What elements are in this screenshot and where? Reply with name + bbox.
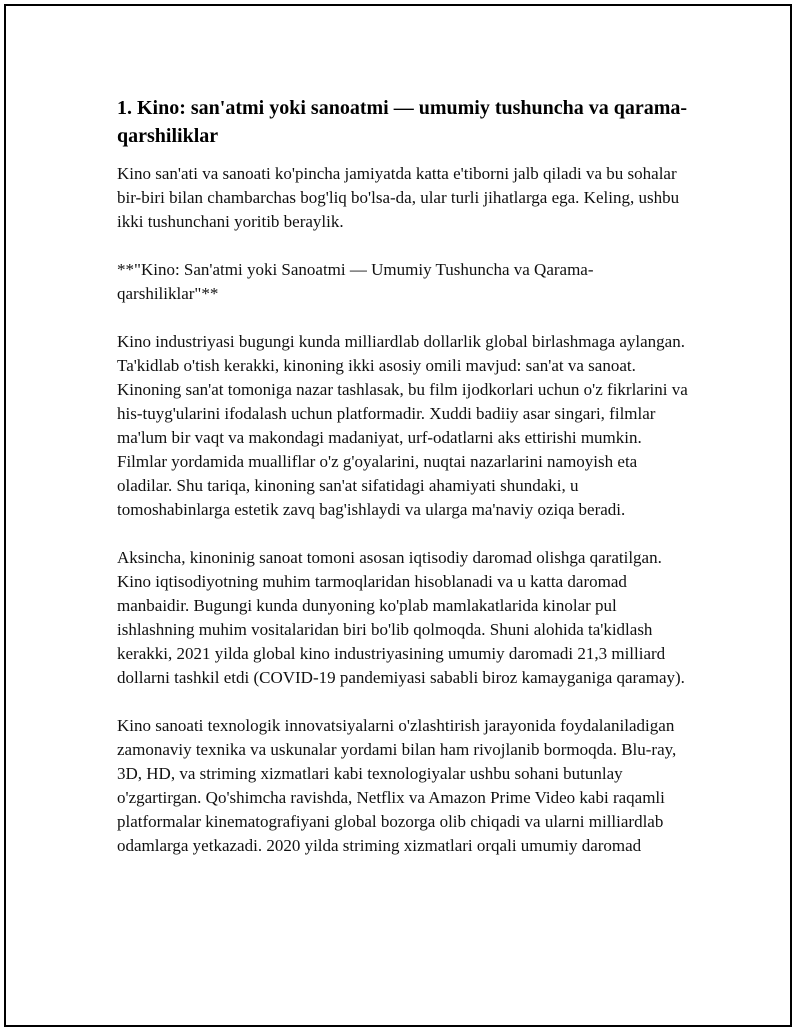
section-heading: 1. Kino: san'atmi yoki sanoatmi — umumiy tushuncha va qarama-qarshiliklar bbox=[117, 97, 688, 147]
paragraph-intro: Kino san'ati va sanoati ko'pincha jamiyatda katta e'tiborni jalb qiladi va bu sohalar bir-biri bilan chambarchas bog'liq bo'lsa-da, ular turli jihatlarga ega. Keling, ushbu ikki tushunchani yoritib beraylik. bbox=[117, 164, 680, 231]
paragraph-art-aspect: Kino industriyasi bugungi kunda milliardlab dollarlik global birlashmaga aylangan. Ta'kidlab o'tish kerakki, kinoning ikki asosiy omili mavjud: san'at va sanoat. Kinoning san'at tomoniga nazar tashlasak, bu film ijodkorlari uchun o'z fikrlarini va his-tuyg'ularini ifodalash uchun platformadir. Xuddi badiiy asar singari, filmlar ma'lum bir vaqt va makondagi madaniyat, urf-odatlarni aks ettirishi mumkin. Filmlar yordamida mualliflar o'z g'oyalarini, nuqtai nazarlarini namoyish eta oladilar. Shu tariqa, kinoning san'at sifatidagi ahamiyati shundaki, u tomoshabinlarga estetik zavq bag'ishlaydi va ularga ma'naviy oziqa beradi. bbox=[117, 332, 688, 519]
document-body bbox=[117, 94, 689, 882]
paragraph-quoted-title: **"Kino: San'atmi yoki Sanoatmi — Umumiy Tushuncha va Qarama-qarshiliklar"** bbox=[117, 260, 594, 303]
paragraph-industry-aspect: Aksincha, kinoninig sanoat tomoni asosan iqtisodiy daromad olishga qaratilgan. Kino iqtisodiyotning muhim tarmoqlaridan hisoblanadi va u katta daromad manbaidir. Bugungi kunda dunyoning ko'plab mamlakatlarida kinolar pul ishlashning muhim vositalaridan biri bo'lib qolmoqda. Shuni alohida ta'kidlash kerakki, 2021 yilda global kino industriyasining umumiy daromadi 21,3 milliard dollarni tashkil etdi (COVID-19 pandemiyasi sababli biroz kamayganiga qaramay). bbox=[117, 548, 685, 687]
paragraph-technology: Kino sanoati texnologik innovatsiyalarni o'zlashtirish jarayonida foydalaniladigan zamonaviy texnika va uskunalar yordami bilan ham rivojlanib bormoqda. Blu-ray, 3D, HD, va striming xizmatlari kabi texnologiyalar ushbu sohani butunlay o'zgartirgan. Qo'shimcha ravishda, Netflix va Amazon Prime Video kabi raqamli platformalar kinematografiyani global bozorga olib chiqadi va ularni milliardlab odamlarga yetkazadi. 2020 yilda striming xizmatlari orqali umumiy daromad bbox=[117, 716, 677, 855]
